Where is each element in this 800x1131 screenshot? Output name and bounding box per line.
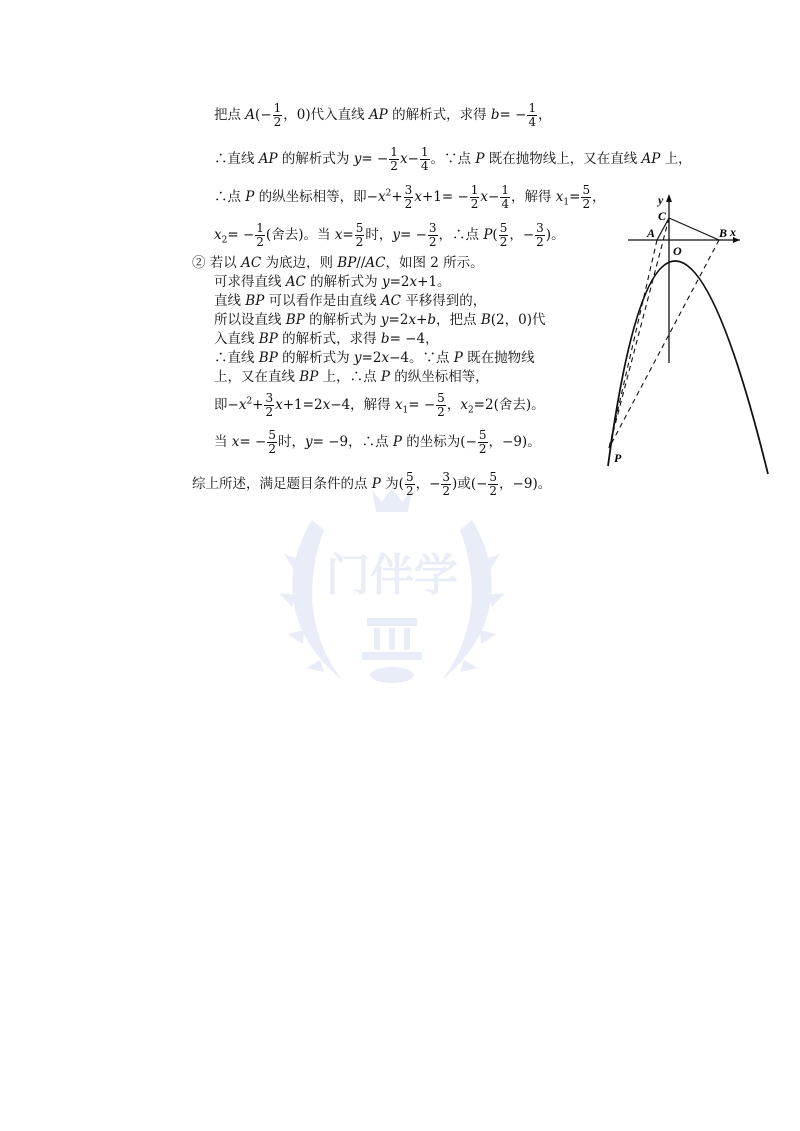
segment-cb xyxy=(669,218,719,240)
fraction: $\frac{1}{2}$ xyxy=(390,145,398,173)
label-x: x xyxy=(730,225,736,239)
solution-line-8: 所以设直线 BP 的解析式为 y=2x+b，把点 B(2，0)代 xyxy=(214,312,546,328)
fraction: $\frac{3}{2}$ xyxy=(536,221,544,249)
fraction: $\frac{5}{2}$ xyxy=(268,428,276,456)
fraction: $\frac{1}{2}$ xyxy=(256,221,264,249)
parabola-figure xyxy=(600,188,780,478)
solution-line-2: ∴直线 AP 的解析式为 y= − $\frac{1}{2}$ x− $\frac{1}{4}$ 。∵点 P 既在抛物线上，又在直线 AP 上， xyxy=(214,145,692,173)
segment-cp-dashed xyxy=(609,218,669,448)
segment-ap-dashed xyxy=(609,240,657,448)
segment-bp-dashed xyxy=(609,240,719,448)
fraction: $\frac{3}{2}$ xyxy=(442,470,451,498)
crown-icon xyxy=(372,488,412,512)
watermark-logo xyxy=(272,470,512,710)
fraction: $\frac{5}{2}$ xyxy=(355,221,364,249)
solution-line-4: $x_2=$ − $\frac{1}{2}$ (舍去)。当 x= $\frac{5}{2}$ 时，y= − $\frac{3}{2}$ ，∴点 P( $\frac{5}{2}$ ，− $\frac{3}{2}$ )。 xyxy=(214,221,565,249)
fraction: $\frac{1}{4}$ xyxy=(528,101,537,129)
fraction: $\frac{1}{2}$ xyxy=(470,183,479,211)
fraction: $\frac{1}{4}$ xyxy=(501,183,509,211)
fraction: $\frac{3}{2}$ xyxy=(404,183,413,211)
fraction: $\frac{5}{2}$ xyxy=(437,391,445,419)
solution-line-6: 可求得直线 AC 的解析式为 y=2x+1。 xyxy=(214,274,451,290)
label-c: C xyxy=(658,209,667,223)
solution-line-3: ∴点 P 的纵坐标相等，即$-x^2+$ $\frac{3}{2}$ x+1= − $\frac{1}{2}$ x− $\frac{1}{4}$ ，解得 $x_1=$ $\frac{5}{2}$ ， xyxy=(214,183,606,211)
watermark-text: 门伴学 xyxy=(326,550,458,601)
solution-line-5: ② 若以 AC 为底边，则 BP//AC，如图 2 所示。 xyxy=(192,255,484,271)
label-a: A xyxy=(647,226,656,240)
fraction: $\frac{5}{2}$ xyxy=(489,470,498,498)
solution-line-13: 当 x= − $\frac{5}{2}$ 时，y= −9，∴点 P 的坐标为(− $\frac{5}{2}$ ，−9)。 xyxy=(214,428,541,456)
fraction: $\frac{3}{2}$ xyxy=(265,391,274,419)
fraction: $\frac{3}{2}$ xyxy=(428,221,437,249)
label-p: P xyxy=(614,451,622,465)
solution-line-12: 即$-x^2+$ $\frac{3}{2}$ x+1=2x−4，解得 $x_1=$ − $\frac{5}{2}$ ，$x_2=2$(舍去)。 xyxy=(214,391,545,419)
parabola-curve xyxy=(608,261,768,474)
solution-line-11: 上，又在直线 BP 上，∴点 P 的纵坐标相等， xyxy=(214,369,489,385)
solution-line-1: 把点 A(− $\frac{1}{2}$ ，0)代入直线 AP 的解析式，求得 b= − $\frac{1}{4}$ ， xyxy=(214,101,552,129)
solution-line-9: 入直线 BP 的解析式，求得 b= −4， xyxy=(214,331,439,347)
fraction: $\frac{5}{2}$ xyxy=(582,183,591,211)
label-b: B xyxy=(719,226,728,240)
y-axis-arrow-icon xyxy=(666,194,672,202)
solution-line-10: ∴直线 BP 的解析式为 y=2x−4。∵点 P 既在抛物线 xyxy=(214,350,535,366)
label-y: y xyxy=(658,193,664,207)
fraction: $\frac{1}{2}$ xyxy=(273,101,282,129)
fraction: $\frac{5}{2}$ xyxy=(478,428,487,456)
solution-line-14: 综上所述，满足题目条件的点 P 为( $\frac{5}{2}$ ，− $\frac{3}{2}$ )或(− $\frac{5}{2}$ ，−9)。 xyxy=(192,470,552,498)
fraction: $\frac{5}{2}$ xyxy=(405,470,414,498)
fraction: $\frac{1}{4}$ xyxy=(420,145,429,173)
fraction: $\frac{5}{2}$ xyxy=(499,221,508,249)
label-o: O xyxy=(673,244,682,258)
solution-line-7: 直线 BP 可以看作是由直线 AC 平移得到的， xyxy=(214,293,487,309)
